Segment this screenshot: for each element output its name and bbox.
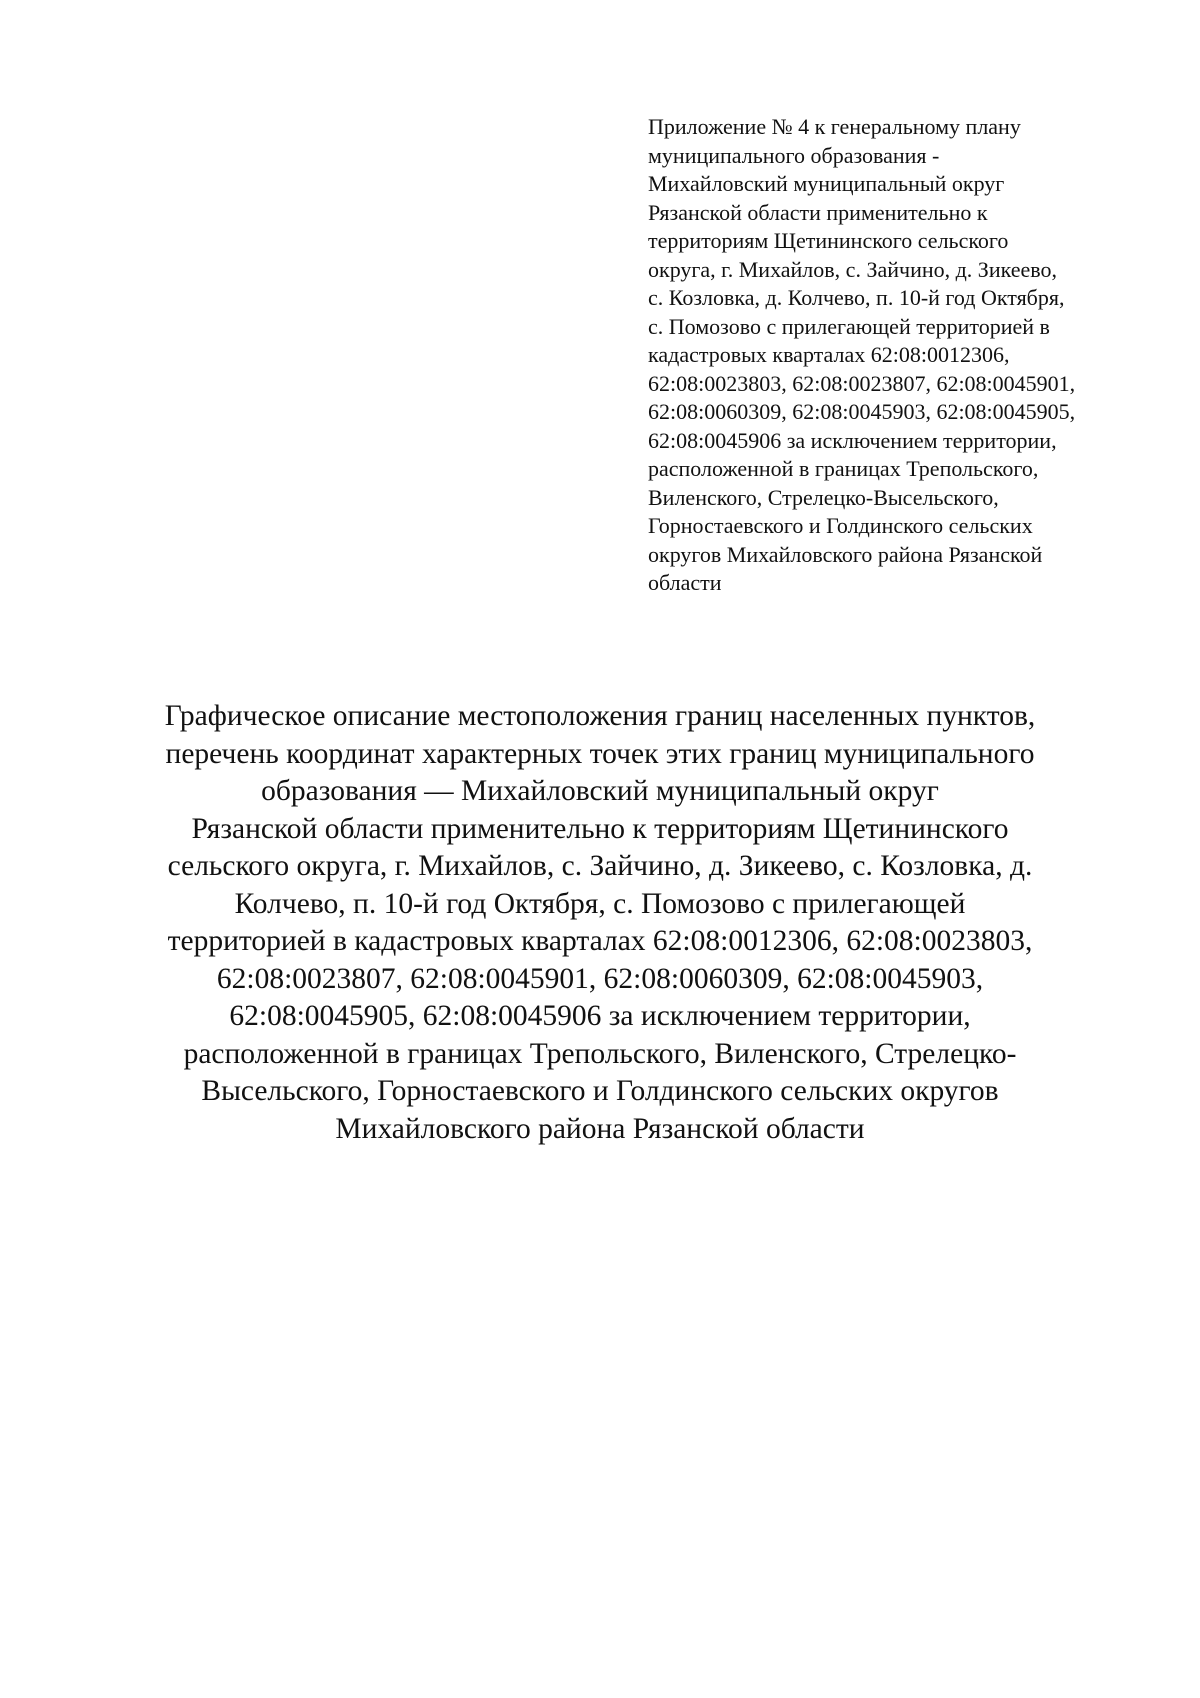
appendix-line: с. Козловка, д. Колчево, п. 10-й год Октября, — [648, 285, 1065, 310]
appendix-line: Приложение № 4 к генеральному плану — [648, 114, 1021, 139]
appendix-line: Михайловский муниципальный округ — [648, 171, 1005, 196]
appendix-line: округов Михайловского района Рязанской — [648, 541, 1043, 567]
appendix-note — [648, 113, 1168, 598]
title-line: расположенной в границах Трепольского, Виленского, Стрелецко- — [183, 1037, 1017, 1070]
appendix-line: расположенной в границах Трепольского, — [648, 456, 1039, 481]
title-line: 62:08:0023807, 62:08:0045901, 62:08:0060309, 62:08:0045903, — [216, 962, 984, 995]
title-line: территорией в кадастровых кварталах 62:08:0012306, 62:08:0023803, — [167, 925, 1033, 957]
document-title — [100, 698, 1100, 1148]
title-line: Рязанской области применительно к территориям Щетининского — [191, 812, 1009, 845]
title-line: 62:08:0045905, 62:08:0045906 за исключением территории, — [229, 1000, 971, 1032]
title-line: Высельского, Горностаевского и Голдинского сельских округов — [201, 1075, 999, 1107]
title-line: перечень координат характерных точек этих границ муниципального — [165, 737, 1035, 770]
title-line: сельского округа, г. Михайлов, с. Зайчино, д. Зикеево, с. Козловка, д. — [167, 850, 1033, 882]
title-line: Колчево, п. 10-й год Октября, с. Помозово с прилегающей — [234, 887, 966, 920]
title-line: Михайловского района Рязанской области — [335, 1112, 865, 1145]
appendix-line: муниципального образования - — [648, 142, 940, 168]
appendix-line: территориям Щетининского сельского — [648, 228, 1009, 253]
appendix-line: Виленского, Стрелецко-Высельского, — [648, 484, 999, 510]
appendix-line: Рязанской области применительно к — [648, 199, 988, 225]
appendix-line: 62:08:0045906 за исключением территории, — [648, 427, 1057, 453]
appendix-line: Горностаевского и Голдинского сельских — [648, 513, 1033, 538]
appendix-line: с. Помозово с прилегающей территорией в — [648, 313, 1050, 339]
appendix-line: кадастровых кварталах 62:08:0012306, — [648, 342, 1010, 367]
appendix-line: области — [648, 570, 722, 595]
appendix-line: округа, г. Михайлов, с. Зайчино, д. Зикеево, — [648, 256, 1058, 282]
title-line: Графическое описание местоположения границ населенных пунктов, — [164, 700, 1036, 732]
title-line: образования — Михайловский муниципальный округ — [261, 775, 939, 807]
appendix-line: 62:08:0023803, 62:08:0023807, 62:08:0045901, — [648, 370, 1076, 396]
appendix-line: 62:08:0060309, 62:08:0045903, 62:08:0045905, — [648, 399, 1076, 424]
